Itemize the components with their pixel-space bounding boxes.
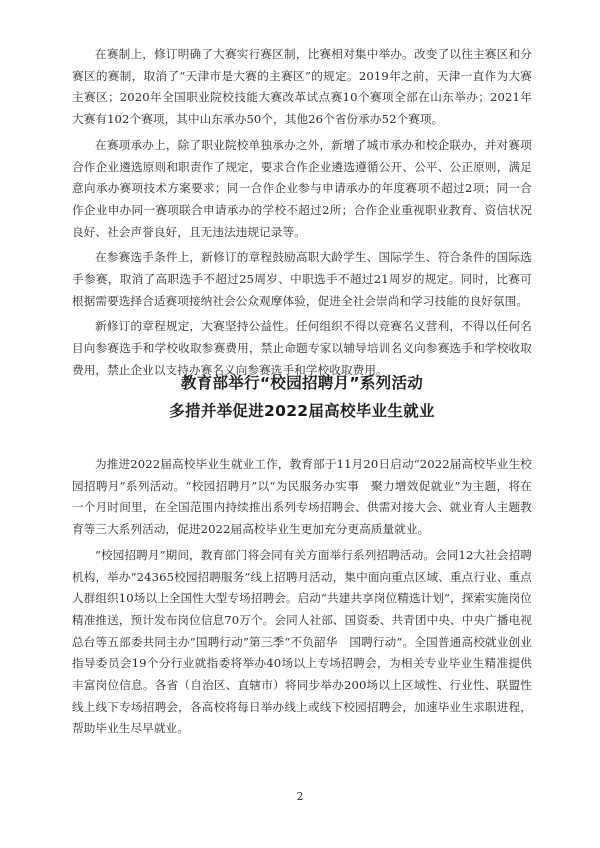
- page-number: 2: [296, 790, 304, 803]
- paragraph-public-welfare: 新修订的章程规定，大赛坚持公益性。任何组织不得以竞赛名义营利，不得以任何名目向参赛选手和学校收取参赛费用，禁止命题专家以辅导培训名义向参赛选手和学校收取费用，禁止企业以支持办赛名义向参赛选手和学校收取费用。: [72, 319, 532, 377]
- article-title-line-2: 多措并举促进2022届高校毕业生就业: [169, 402, 435, 420]
- paragraph-competition-system: 在赛制上，修订明确了大赛实行赛区制，比赛相对集中举办。改变了以往主赛区和分赛区的赛制，取消了“天津市是大赛的主赛区”的规定。2019年之前，天津一直作为大赛主赛区；2020年全国职业院校技能大赛改革试点赛10个赛项全部在山东举办；2021年大赛有102个赛项，其中山东承办50个，其他26个省份承办52个赛项。: [72, 47, 532, 127]
- paragraph-contestant-eligibility: 在参赛选手条件上，新修订的章程鼓励高职大龄学生、国际学生、符合条件的国际选手参赛，取消了高职选手不超过25周岁、中职选手不超过21周岁的规定。同时，比赛可根据需要选择合适赛项接纳社会公众观摩体验，促进全社会崇尚和学习技能的良好氛围。: [72, 250, 532, 308]
- article-competition-rules: [72, 44, 532, 382]
- article-title-line-1: 教育部举行“校园招聘月”系列活动: [180, 374, 424, 392]
- article-campus-recruitment: [72, 454, 532, 740]
- paragraph-event-hosting: 在赛项承办上，除了职业院校单独承办之外，新增了城市承办和校企联办，并对赛项合作企业遴选原则和职责作了规定，要求合作企业遴选遵循公开、公平、公正原则，满足意向承办赛项技术方案要求；同一合作企业参与申请承办的年度赛项不超过2项；同一合作企业申办同一赛项联合申请承办的学校不超过2所；合作企业重视职业教育、资信状况良好、社会声誉良好，且无违法违规记录等。: [72, 137, 532, 239]
- paragraph-recruitment-activities: “校园招聘月”期间，教育部门将会同有关方面举行系列招聘活动。会同12大社会招聘机构，举办“24365校园招聘服务”线上招聘月活动，集中面向重点区域、重点行业、重点人群组织10场以上全国性大型专场招聘会。启动“共建共享岗位精选计划”，探索实施岗位精准推送，预计发布岗位信息70万个。会同人社部、国资委、共青团中央、中央广播电视总台等五部委共同主办“国聘行动”第三季“不负韶华 国聘行动”。全国普通高校就业创业指导委员会19个分行业就指委将举办40场以上专场招聘会，为相关专业毕业生精准提供丰富岗位信息。各省（自治区、直辖市）将同步举办200场以上区域性、行业性、联盟性线上线下专场招聘会，各高校将每日举办线上或线下校园招聘会，加速毕业生求职进程，帮助毕业生尽早就业。: [72, 547, 532, 736]
- paragraph-recruitment-launch: 为推进2022届高校毕业生就业工作，教育部于11月20日启动“2022届高校毕业生校园招聘月”系列活动。“校园招聘月”以“为民服务办实事 聚力增效促就业”为主题，将在一个月时间里，在全国范围内持续推出系列专场招聘会、供需对接大会、就业育人主题教育等三大系列活动，促进2022届高校毕业生更加充分更高质量就业。: [72, 457, 532, 537]
